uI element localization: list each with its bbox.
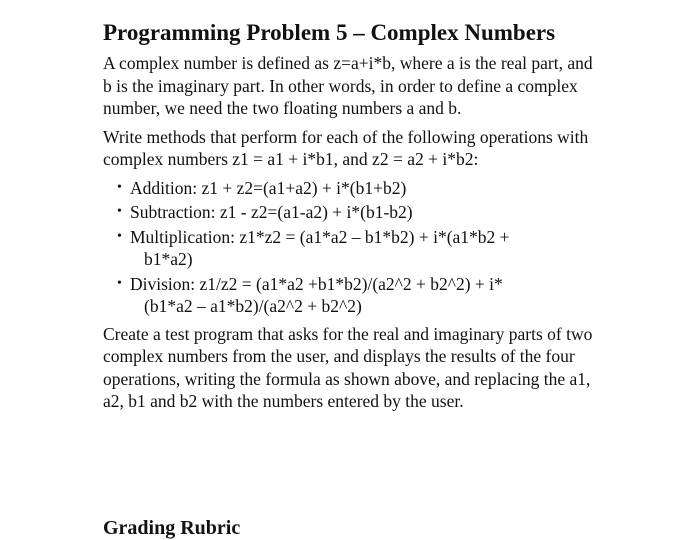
operation-text: Multiplication: z1*z2 = (a1*a2 – b1*b2) + i*(a1*b2 + [130, 226, 510, 247]
grading-rubric-heading: Grading Rubric [103, 517, 241, 539]
bullet-icon: • [117, 275, 122, 291]
document-page [103, 18, 603, 419]
operation-text-continued: (b1*a2 – a1*b2)/(a2^2 + b2^2) [144, 296, 362, 316]
list-item-subtraction [117, 201, 603, 224]
operations-list [103, 177, 603, 318]
list-item-division [117, 273, 603, 318]
bullet-icon: • [117, 204, 122, 219]
intro-paragraph: A complex number is defined as z=a+i*b, where a is the real part, and b is the imaginary part. In other words, in order to define a complex number, we need the two floating numbers a and b. [103, 53, 593, 118]
test-program-paragraph: Create a test program that asks for the real and imaginary parts of two complex numbers from the user, and displays the results of the four operations, writing the formula as shown above, and replacing the a1, a2, b1 and b2 with the numbers entered by the user. [103, 323, 593, 411]
operation-text-continued: b1*a2) [144, 249, 193, 269]
page-title: Programming Problem 5 – Complex Numbers [103, 20, 556, 45]
bullet-icon: • [117, 228, 122, 244]
operation-text: Division: z1/z2 = (a1*a2 +b1*b2)/(a2^2 + b2^2) + i* [130, 273, 503, 294]
operation-text: Addition: z1 + z2=(a1+a2) + i*(b1+b2) [130, 177, 407, 198]
methods-intro-paragraph: Write methods that perform for each of the following operations with complex numbers z1 = a1 + i*b1, and z2 = a2 + i*b2: [103, 126, 589, 169]
operation-text: Subtraction: z1 - z2=(a1-a2) + i*(b1-b2) [130, 202, 413, 222]
list-item-addition [117, 177, 603, 200]
bullet-icon: • [117, 179, 122, 195]
list-item-multiplication [117, 226, 603, 271]
